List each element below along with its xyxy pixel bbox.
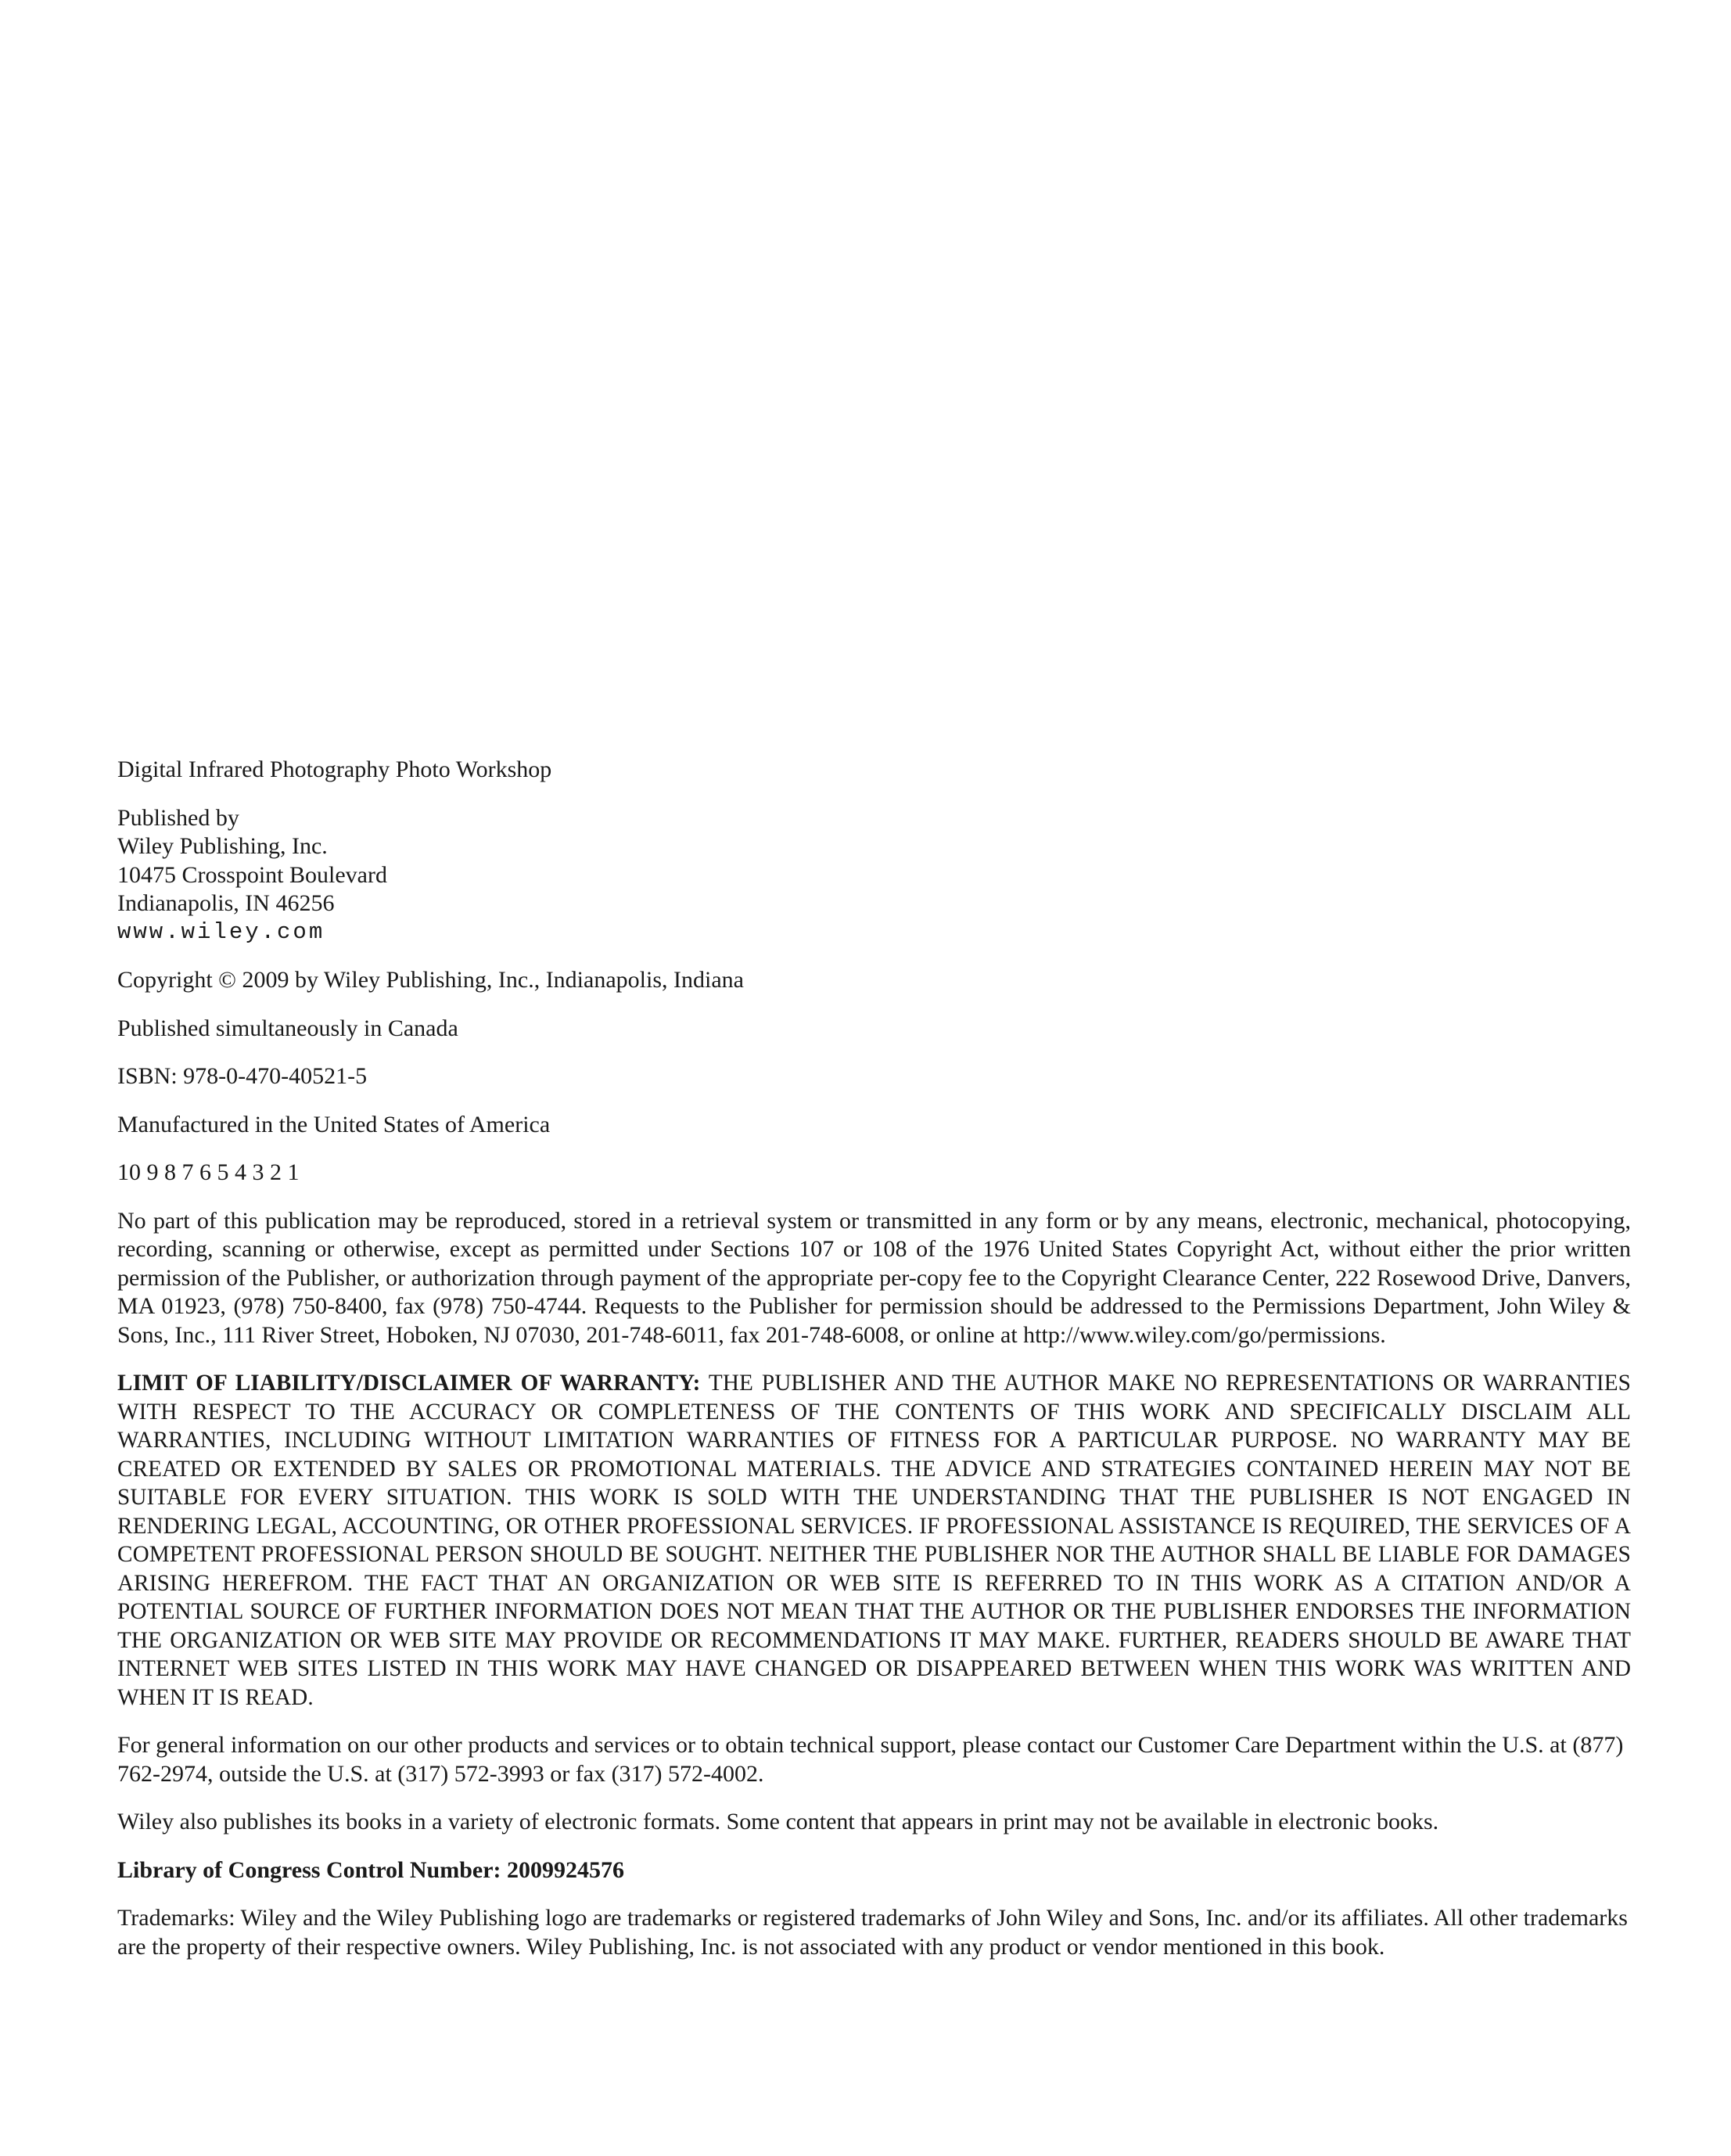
customer-care-paragraph: For general information on our other products and services or to obtain technical support, please contact our Customer Care Department within the U.S. at (877) 762-2974, outside the U.S. at (317) 572-3993 or fax (317) 572-4002. <box>117 1732 1624 1787</box>
disclaimer-body: THE PUBLISHER AND THE AUTHOR MAKE NO REPRESENTATIONS OR WARRANTIES WITH RESPECT TO THE ACCURACY OR COMPLETENESS OF THE CONTENTS OF THIS WORK AND SPECIFICALLY DISCLAIM ALL WARRANTIES, INCLUDING WITHOUT LIMITATION WARRANTIES OF FITNESS FOR A PARTICULAR PURPOSE. NO WARRANTY MAY BE CREATED OR EXTENDED BY SALES OR PROMOTIONAL MATERIALS. THE ADVICE AND STRATEGIES CONTAINED HEREIN MAY NOT BE SUITABLE FOR EVERY SITUATION. THIS WORK IS SOLD WITH THE UNDERSTANDING THAT THE PUBLISHER IS NOT ENGAGED IN RENDERING LEGAL, ACCOUNTING, OR OTHER PROFESSIONAL SERVICES. IF PROFESSIONAL ASSISTANCE IS REQUIRED, THE SERVICES OF A COMPETENT PROFESSIONAL PERSON SHOULD BE SOUGHT. NEITHER THE PUBLISHER NOR THE AUTHOR SHALL BE LIABLE FOR DAMAGES ARISING HEREFROM. THE FACT THAT AN ORGANIZATION OR WEB SITE IS REFERRED TO IN THIS WORK AS A CITATION AND/OR A POTENTIAL SOURCE OF FURTHER INFORMATION DOES NOT MEAN THAT THE AUTHOR OR THE PUBLISHER ENDORSES THE INFORMATION THE ORGANIZATION OR WEB SITE MAY PROVIDE OR RECOMMENDATIONS IT MAY MAKE. FURTHER, READERS SHOULD BE AWARE THAT INTERNET WEB SITES LISTED IN THIS WORK MAY HAVE CHANGED OR DISAPPEARED BETWEEN WHEN THIS WORK WAS WRITTEN AND WHEN IT IS READ. <box>117 1371 1631 1710</box>
printing-line: 10 9 8 7 6 5 4 3 2 1 <box>117 1159 300 1185</box>
copyright-content <box>117 756 1631 1981</box>
copyright-notice: Copyright © 2009 by Wiley Publishing, Inc., Indianapolis, Indiana <box>117 967 744 993</box>
disclaimer-paragraph <box>117 1369 1631 1712</box>
manufactured-note: Manufactured in the United States of America <box>117 1111 551 1137</box>
isbn: ISBN: 978-0-470-40521-5 <box>117 1063 368 1089</box>
publisher-block <box>117 804 1631 947</box>
loc-control-number: Library of Congress Control Number: 2009924576 <box>117 1856 625 1883</box>
book-title: Digital Infrared Photography Photo Workshop <box>117 756 552 782</box>
disclaimer-heading: LIMIT OF LIABILITY/DISCLAIMER OF WARRANTY: <box>117 1371 701 1396</box>
publisher-url: www.wiley.com <box>117 918 325 945</box>
permissions-paragraph: No part of this publication may be reproduced, stored in a retrieval system or transmitted in any form or by any means, electronic, mechanical, photocopying, recording, scanning or otherwise, except as permitted under Sections 107 or 108 of the 1976 United States Copyright Act, without either the prior written permission of the Publisher, or authorization through payment of the appropriate per-copy fee to the Copyright Clearance Center, 222 Rosewood Drive, Danvers, MA 01923, (978) 750-8400, fax (978) 750-4744. Requests to the Publisher for permission should be addressed to the Permissions Department, John Wiley & Sons, Inc., 111 River Street, Hoboken, NJ 07030, 201-748-6011, fax 201-748-6008, or online at http://www.wiley.com/go/permissions. <box>117 1207 1631 1348</box>
canada-note: Published simultaneously in Canada <box>117 1015 458 1041</box>
publisher-street: 10475 Crosspoint Boulevard <box>117 861 387 888</box>
publisher-name: Wiley Publishing, Inc. <box>117 833 328 859</box>
electronic-formats-paragraph: Wiley also publishes its books in a variety of electronic formats. Some content that appears in print may not be available in electronic books. <box>117 1809 1439 1834</box>
trademarks-paragraph: Trademarks: Wiley and the Wiley Publishing logo are trademarks or registered trademarks of John Wiley and Sons, Inc. and/or its affiliates. All other trademarks are the property of their respective owners. Wiley Publishing, Inc. is not associated with any product or vendor mentioned in this book. <box>117 1905 1628 1960</box>
publisher-city: Indianapolis, IN 46256 <box>117 890 335 916</box>
published-by-label: Published by <box>117 804 239 831</box>
